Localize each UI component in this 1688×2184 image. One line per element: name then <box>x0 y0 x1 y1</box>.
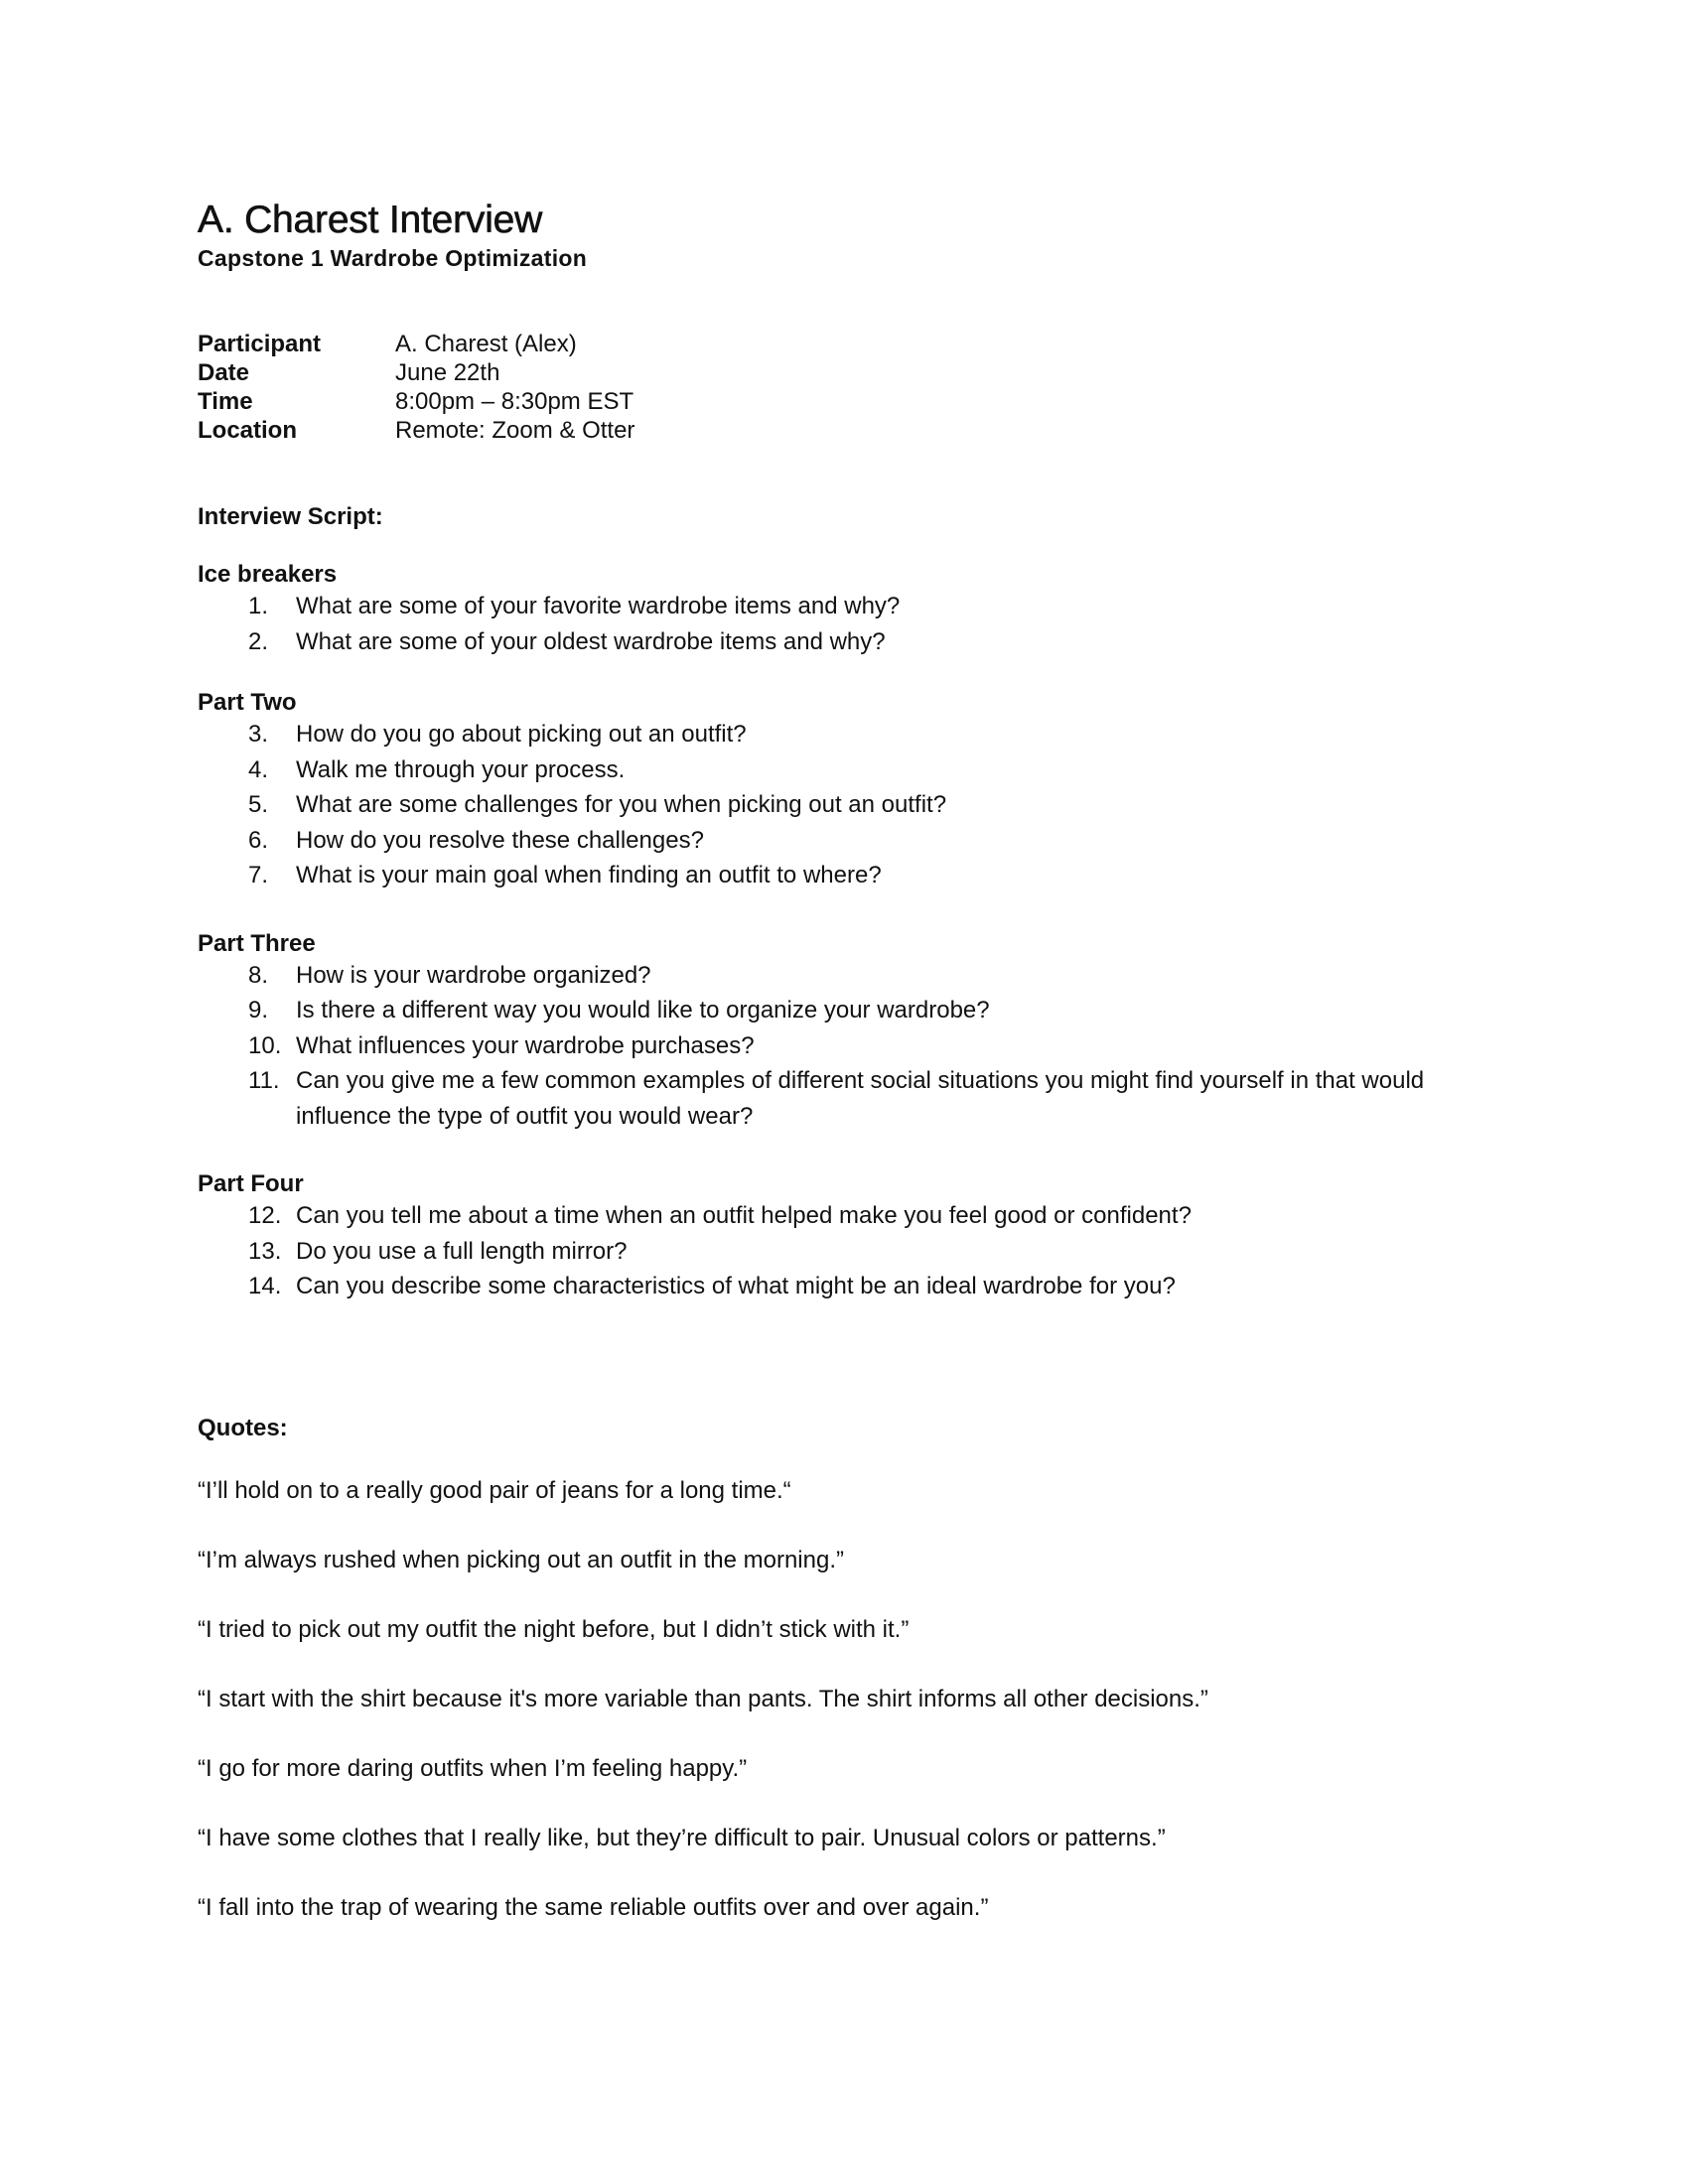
meta-value: Remote: Zoom & Otter <box>395 417 635 444</box>
quote-item: “I fall into the trap of wearing the same reliable outfits over and over again.” <box>198 1893 989 1921</box>
question-item <box>198 1063 1508 1134</box>
question-text: Walk me through your process. <box>296 755 626 783</box>
question-item <box>198 624 1508 660</box>
page-subtitle: Capstone 1 Wardrobe Optimization <box>198 245 588 271</box>
meta-row-participant <box>198 330 634 358</box>
question-number: 6. <box>248 826 269 854</box>
question-text: How do you resolve these challenges? <box>296 826 704 854</box>
question-number: 1. <box>248 593 269 619</box>
section-heading: Part Three <box>198 929 316 957</box>
script-section-part-two <box>198 688 1508 893</box>
question-text: Can you give me a few common examples of different social situations you might find yourself in that would influence the type of outfit you would wear? <box>296 1067 1425 1130</box>
question-item <box>198 1198 1508 1234</box>
question-text: What influences your wardrobe purchases? <box>296 1031 755 1059</box>
question-item <box>198 1028 1508 1064</box>
meta-label: Time <box>198 388 253 415</box>
quote-item: “I go for more daring outfits when I’m feeling happy.” <box>198 1754 748 1782</box>
question-number: 8. <box>248 961 269 989</box>
question-item <box>198 717 1508 752</box>
meta-label: Location <box>198 417 297 444</box>
interview-script-heading: Interview Script: <box>198 503 383 530</box>
meta-row-location <box>198 416 634 445</box>
page-title: A. Charest Interview <box>198 199 543 241</box>
question-text: What are some of your favorite wardrobe items and why? <box>296 593 901 619</box>
question-item <box>198 958 1508 994</box>
question-list <box>198 717 1508 893</box>
question-number: 13. <box>248 1237 282 1265</box>
question-list <box>198 958 1508 1135</box>
question-text: What are some challenges for you when picking out an outfit? <box>296 791 947 818</box>
question-item <box>198 1269 1508 1304</box>
question-text: How do you go about picking out an outfit? <box>296 721 747 748</box>
question-number: 14. <box>248 1273 282 1299</box>
question-number: 12. <box>248 1202 282 1229</box>
meta-value: 8:00pm – 8:30pm EST <box>395 388 634 415</box>
quote-item: “I have some clothes that I really like, but they’re difficult to pair. Unusual colors or patterns.” <box>198 1824 1166 1851</box>
question-number: 10. <box>248 1031 282 1059</box>
question-number: 5. <box>248 791 269 818</box>
meta-value: A. Charest (Alex) <box>395 331 577 357</box>
question-item <box>198 589 1508 624</box>
meta-row-time <box>198 387 634 416</box>
question-text: Can you tell me about a time when an outfit helped make you feel good or confident? <box>296 1202 1192 1229</box>
question-item <box>198 858 1508 893</box>
question-item <box>198 752 1508 788</box>
section-heading: Part Two <box>198 689 297 716</box>
quote-item: “I’ll hold on to a really good pair of jeans for a long time.“ <box>198 1476 791 1504</box>
question-item <box>198 823 1508 859</box>
section-heading: Ice breakers <box>198 561 338 588</box>
question-number: 2. <box>248 627 269 655</box>
question-text: What are some of your oldest wardrobe items and why? <box>296 627 886 655</box>
meta-label: Participant <box>198 331 322 357</box>
meta-row-date <box>198 358 634 387</box>
question-number: 4. <box>248 755 269 783</box>
script-section-ice-breakers <box>198 560 1508 659</box>
quote-item: “I’m always rushed when picking out an outfit in the morning.” <box>198 1546 844 1573</box>
question-list <box>198 589 1508 659</box>
section-heading: Part Four <box>198 1170 304 1197</box>
question-item <box>198 1234 1508 1270</box>
question-number: 9. <box>248 997 269 1024</box>
question-text: Do you use a full length mirror? <box>296 1237 628 1265</box>
question-number: 11. <box>248 1067 280 1094</box>
meta-label: Date <box>198 359 250 386</box>
question-item <box>198 993 1508 1028</box>
question-number: 7. <box>248 862 269 888</box>
document-page <box>198 197 1508 1922</box>
quotes-heading: Quotes: <box>198 1414 288 1441</box>
question-number: 3. <box>248 721 269 748</box>
question-item <box>198 787 1508 823</box>
interview-details-table <box>198 330 634 445</box>
quote-item: “I tried to pick out my outfit the night before, but I didn’t stick with it.” <box>198 1615 910 1643</box>
question-text: Can you describe some characteristics of what might be an ideal wardrobe for you? <box>296 1273 1176 1299</box>
script-section-part-four <box>198 1169 1508 1304</box>
question-text: How is your wardrobe organized? <box>296 961 651 989</box>
question-list <box>198 1198 1508 1304</box>
script-section-part-three <box>198 929 1508 1135</box>
quote-item: “I start with the shirt because it's more variable than pants. The shirt informs all other decisions.” <box>198 1685 1208 1712</box>
meta-value: June 22th <box>395 359 500 386</box>
question-text: Is there a different way you would like to organize your wardrobe? <box>296 997 990 1024</box>
question-text: What is your main goal when finding an outfit to where? <box>296 862 882 888</box>
